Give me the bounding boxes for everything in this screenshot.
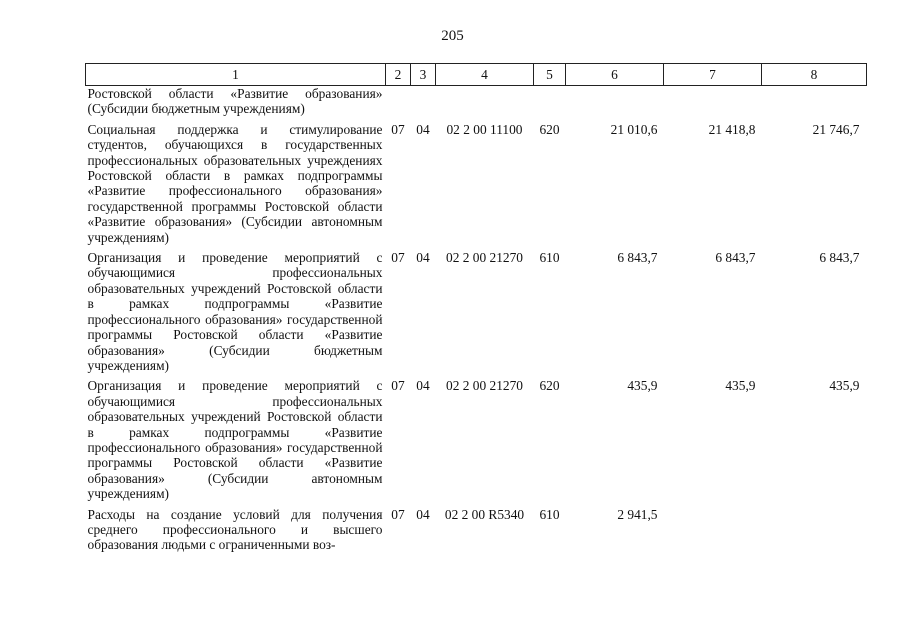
row-target-article: 02 2 00 11100 xyxy=(446,121,523,137)
row-amount-col-6: 21 010,6 xyxy=(610,121,658,137)
row-amount-col-7: 21 418,8 xyxy=(708,121,756,137)
row-amount-col-8 xyxy=(762,507,867,558)
row-section xyxy=(386,86,411,122)
row-subsection: 04 xyxy=(416,121,430,137)
header-row xyxy=(86,64,867,86)
row-subsection: 04 xyxy=(416,506,430,522)
row-description: Организация и проведение мероприятий с обучающимися профессиональных образовательных учреждений Ростовской области в рамках подпрограммы «Развитие профессионального образования» государственной программы Ростовской области «Развитие образования» (Субсидии автономным учреждениям) xyxy=(87,378,383,502)
row-amount-col-7: 435,9 xyxy=(725,378,756,394)
budget-table xyxy=(85,63,867,558)
page-number: 205 xyxy=(441,28,464,44)
row-amount-col-6 xyxy=(566,86,664,122)
row-description: Расходы на создание условий для получения среднего профессионального и высшего образования людьми с ограниченными воз- xyxy=(87,506,383,553)
row-amount-col-7: 6 843,7 xyxy=(715,250,756,266)
table-row xyxy=(86,122,867,250)
row-amount-col-7 xyxy=(664,507,762,558)
row-subsection xyxy=(411,86,436,122)
table-row xyxy=(86,86,867,122)
header-col-5: 5 xyxy=(534,64,566,86)
row-amount-col-8: 435,9 xyxy=(829,378,860,394)
table-body xyxy=(86,86,867,558)
row-amount-col-6: 2 941,5 xyxy=(617,506,658,522)
row-amount-col-6: 435,9 xyxy=(627,378,658,394)
row-section: 07 xyxy=(391,250,405,266)
header-col-7: 7 xyxy=(664,64,762,86)
table-header xyxy=(86,64,867,86)
row-target-article: 02 2 00 21270 xyxy=(446,378,523,394)
header-col-3: 3 xyxy=(411,64,436,86)
row-description: Ростовской области «Развитие образования» (Субсидии бюджетным учреждениям) xyxy=(87,86,383,117)
row-section: 07 xyxy=(391,121,405,137)
row-target-article xyxy=(436,86,534,122)
row-subsection: 04 xyxy=(416,250,430,266)
header-col-2: 2 xyxy=(386,64,411,86)
row-amount-col-8: 6 843,7 xyxy=(819,250,860,266)
row-section: 07 xyxy=(391,378,405,394)
header-col-6: 6 xyxy=(566,64,664,86)
row-amount-col-8: 21 746,7 xyxy=(812,121,860,137)
row-description: Социальная поддержка и стимулирование студентов, обучающихся в государственных профессиональных образовательных учреждениях Ростовской области в рамках подпрограммы «Развитие профессионального образования» государственной программы Ростовской области «Развитие образования» (Субсидии автономным учреждениям) xyxy=(87,121,383,245)
table-row xyxy=(86,507,867,558)
row-expense-type: 610 xyxy=(539,506,560,522)
row-expense-type xyxy=(534,86,566,122)
row-amount-col-6: 6 843,7 xyxy=(617,250,658,266)
header-col-1: 1 xyxy=(86,64,386,86)
row-amount-col-7 xyxy=(664,86,762,122)
row-expense-type: 610 xyxy=(539,250,560,266)
row-section: 07 xyxy=(391,506,405,522)
row-expense-type: 620 xyxy=(539,378,560,394)
row-target-article: 02 2 00 21270 xyxy=(446,250,523,266)
row-description: Организация и проведение мероприятий с обучающимися профессиональных образовательных учреждений Ростовской области в рамках подпрограммы «Развитие профессионального образования» государственной программы Ростовской области «Развитие образования» (Субсидии бюджетным учреждениям) xyxy=(87,250,383,373)
row-subsection: 04 xyxy=(416,378,430,394)
row-expense-type: 620 xyxy=(539,121,560,137)
table-row xyxy=(86,378,867,506)
table-row xyxy=(86,250,867,378)
header-col-8: 8 xyxy=(762,64,867,86)
row-target-article: 02 2 00 R5340 xyxy=(444,506,525,522)
row-amount-col-8 xyxy=(762,86,867,122)
header-col-4: 4 xyxy=(436,64,534,86)
